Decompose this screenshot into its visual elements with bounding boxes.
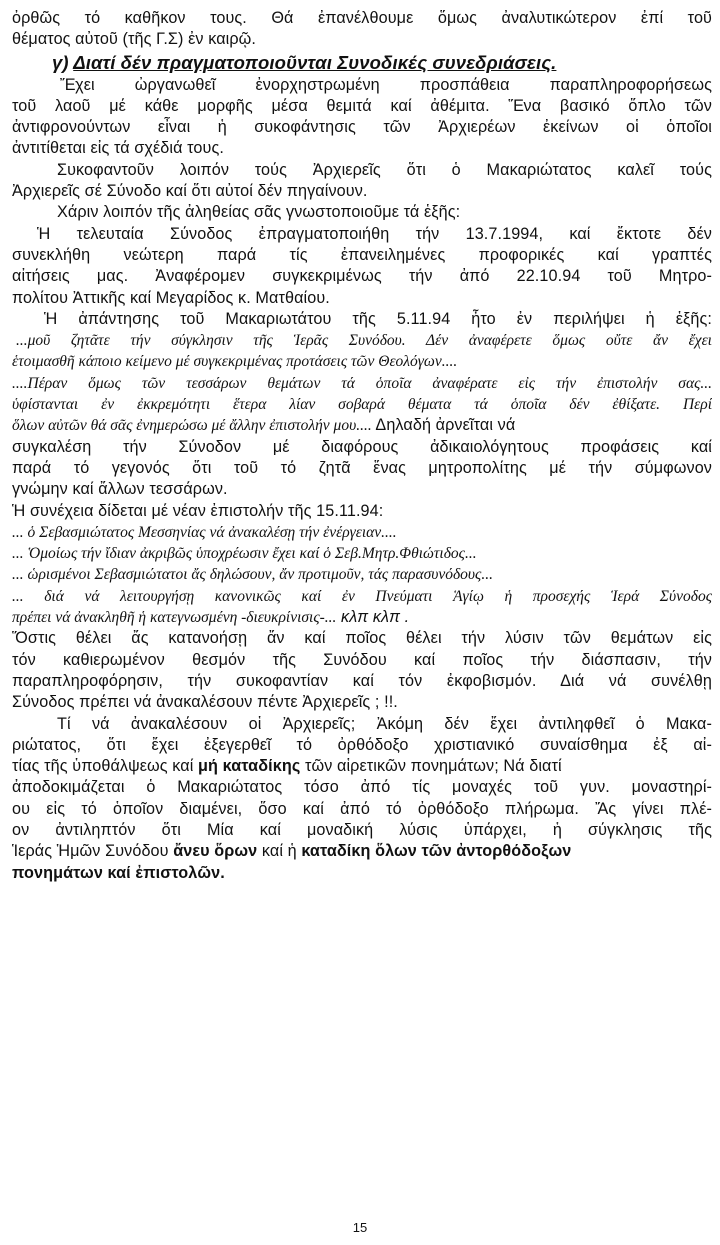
document-page (12, 8, 712, 884)
heading-title: Διατί δέν πραγματοποιοῦνται Συνοδικές συνεδριάσεις. (73, 51, 557, 73)
text-line: Ἔχει ὠργανωθεῖ ἐνορχηστρωμένη προσπάθεια παραπληροφορήσεως (60, 75, 712, 94)
quote-line: ...μοῦ ζητᾶτε τήν σύγκλησιν τῆς Ἱερᾶς Συνόδου. Δέν ἀναφέρετε ὅμως οὔτε ἄν ἔχει (16, 332, 712, 350)
text-line: συνεκλήθη νεώτερη παρά τίς ἐπανειλημένες προφορικές καί γραπτές (12, 245, 712, 264)
text-line: τόν καθιερωμένον θεσμόν τῆς Συνόδου καί ποῖος τήν διάσπασιν, τήν (12, 650, 712, 669)
quote-line: ὑφίστανται ἐν ἐκκρεμότητι ἕτερα λίαν σοβαρά θέματα τά ὁποῖα δέν ἐθίξατε. Περί (12, 396, 712, 414)
text-line (12, 863, 712, 884)
text-line: Ἡ ἀπάντησης τοῦ Μακαριωτάτου τῆς 5.11.94 ἦτο ἐν περιλήψει ἡ ἑξῆς: (44, 309, 712, 328)
bold-fragment: καταδίκη ὅλων τῶν ἀντορθόδοξων (301, 842, 572, 861)
text-fragment: Ἱεράς Ἡμῶν Συνόδου (12, 842, 174, 861)
text-line: τοῦ λαοῦ μέ κάθε μορφῆς μέσα θεμιτά καί ἀθέμιτα. Ἕνα βασικό ὅπλο τῶν (12, 96, 712, 115)
mixed-line (12, 756, 712, 777)
text-line: Σύνοδος πρέπει νά ἀνακαλέσουν πέντε Ἀρχιερεῖς ; !!. (12, 693, 398, 712)
text-fragment: κλπ κλπ . (336, 608, 410, 627)
text-line: Ἀρχιερεῖς σέ Σύνοδο καί ὅτι αὐτοί δέν πηγαίνουν. (12, 182, 368, 201)
quote-line: ... ὡρισμένοι Σεβασμιώτατοι ἄς δηλώσουν, ἄν προτιμοῦν, τάς παρασυνόδους... (12, 566, 493, 584)
text-line: θέματος αὐτοῦ (τῆς Γ.Σ) ἐν καιρῷ. (12, 30, 257, 49)
text-line: συγκαλέση τήν Σύνοδον μέ διαφόρους ἀδικαιολόγητους προφάσεις καί (12, 437, 712, 456)
text-line: ἀποδοκιμάζεται ὁ Μακαριώτατος τόσο ἀπό τίς μοναχές τοῦ γυν. μοναστηρί- (12, 778, 712, 797)
text-line: ἀντιτίθεται εἰς τά σχέδιά τους. (12, 139, 224, 158)
text-line: ου εἰς τό ὁποῖον διαμένει, ὅσο καί ἀπό τό ὀρθόδοξο πλήρωμα. Ἄς γίνει πλέ- (12, 799, 712, 818)
quote-line: ... διά νά λειτουργήσῃ κανονικῶς καί ἐν Πνεύματι Ἁγίῳ ἡ προσεχής Ἱερά Σύνοδος (12, 587, 712, 605)
text-line: παρά τό γεγονός ὅτι τοῦ τό ζητᾶ ἕνας μητροπολίτης μέ τήν σύμφωνον (12, 458, 712, 477)
quote-line: ἑτοιμασθῆ κάποιο κείμενο μέ συγκεκριμένας προτάσεις τῶν Θεολόγων.... (12, 353, 458, 371)
text-line: ριώτατος, ὅτι ἔχει ἐξεγερθεῖ τό ὀρθόδοξο χριστιανικό συναίσθημα ἐξ αἰ- (12, 735, 712, 754)
text-line: Χάριν λοιπόν τῆς ἀληθείας σᾶς γνωστοποιοῦμε τά ἑξῆς: (57, 203, 461, 222)
quote-line: ... ὁ Σεβασμιώτατος Μεσσηνίας νά ἀνακαλέσῃ τήν ἐνέργειαν.... (12, 523, 397, 541)
mixed-line (12, 415, 712, 436)
quote-fragment: ὅλων αὐτῶν θά σᾶς ἐνημερώσω μέ ἄλλην ἐπιστολήν μου.... (12, 417, 372, 435)
text-line: αἰτήσεις μας. Ἀναφέρομεν συγκεκριμένως τήν ἀπό 22.10.94 τοῦ Μητρο- (12, 267, 712, 286)
quote-line: ... Ὁμοίως τήν ἴδιαν ἀκριβῶς ὑποχρέωσιν ἔχει καί ὁ Σεβ.Μητρ.Φθιώτιδος... (12, 545, 477, 563)
text-line: Ἡ τελευταία Σύνοδος ἐπραγματοποιήθη τήν 13.7.1994, καί ἔκτοτε δέν (37, 224, 712, 243)
text-line: Τί νά ἀνακαλέσουν οἱ Ἀρχιερεῖς; Ἀκόμη δέν ἔχει ἀντιληφθεῖ ὁ Μακα- (57, 714, 712, 733)
text-line: παραπληροφόρησιν, τήν συκοφαντίαν καί τόν ἐκφοβισμόν. Διά νά συνέλθῃ (12, 671, 712, 690)
mixed-line (12, 841, 712, 862)
text-line: ον ἀντιληπτόν ὅτι Μία καί μοναδική λύσις ὑπάρχει, ἡ σύγκλησις τῆς (12, 820, 712, 839)
bold-fragment: μή καταδίκης (198, 757, 301, 776)
page-number: 15 (352, 1220, 368, 1235)
text-line: πολίτου Ἀττικῆς καί Μεγαρίδος κ. Ματθαίου. (12, 288, 330, 307)
text-fragment: τίας τῆς ὑποθάλψεως καί (12, 757, 199, 776)
text-line: Συκοφαντοῦν λοιπόν τούς Ἀρχιερεῖς ὅτι ὁ Μακαριώτατος καλεῖ τούς (57, 160, 712, 179)
text-fragment: τῶν αἱρετικῶν πονημάτων; Νά διατί (300, 757, 562, 776)
text-line: ὀρθῶς τό καθῆκον τους. Θά ἐπανέλθουμε ὅμως ἀναλυτικώτερον ἐπί τοῦ (12, 9, 712, 27)
text-line: ἀντιφρονούντων εἶναι ἡ συκοφάντησις τῶν Ἀρχιερέων ἐκείνων οἱ ὁποῖοι (12, 118, 712, 137)
text-line: γνώμην καί ἄλλων τεσσάρων. (12, 480, 228, 499)
text-fragment: καί ἡ (257, 842, 302, 861)
quote-line: ....Πέραν ὅμως τῶν τεσσάρων θεμάτων τά ὁποῖα ἀναφέρατε εἰς τήν ἐπιστολήν σας... (12, 374, 712, 392)
text-line: Ὅστις θέλει ἄς κατανοήσῃ ἄν καί ποῖος θέλει τήν λύσιν τῶν θεμάτων εἰς (12, 629, 712, 648)
mixed-line (12, 607, 712, 628)
bold-fragment: πονημάτων καί ἐπιστολῶν. (12, 863, 225, 882)
section-heading (12, 51, 712, 75)
quote-fragment: πρέπει νά ἀνακληθῆ ἡ κατεγνωσμένη -διευκρίνισις-... (12, 609, 337, 627)
bold-fragment: ἄνευ ὅρων (173, 842, 258, 861)
text-line: Ἡ συνέχεια δίδεται μέ νέαν ἐπιστολήν τῆς 15.11.94: (12, 501, 384, 520)
text-fragment: Δηλαδή ἀρνεῖται νά (371, 416, 516, 435)
heading-prefix: γ) (52, 51, 74, 73)
